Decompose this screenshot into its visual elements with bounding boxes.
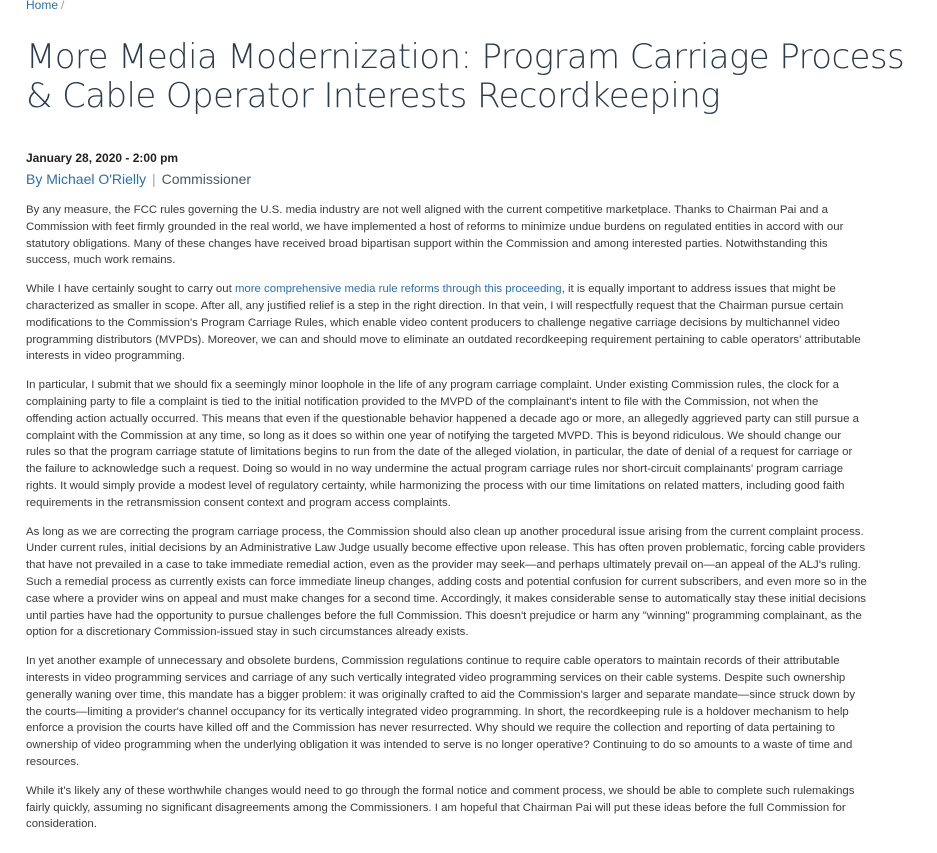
paragraph-4: As long as we are correcting the program carriage process, the Commission should also clean up another procedural issue arising from the current complaint process. Under current rules, initial decisions by an Administrative Law Judge usually become effective upon release. This has often proven problematic, forcing cable providers that have not prevailed in a case to take immediate remedial action, even as the provider may seek—and perhaps ultimately prevail on—an appeal of the ALJ's ruling. Such a remedial process as currently exists can force immediate lineup changes, adding costs and potential confusion for current subscribers, and even more so in the case where a provider wins on appeal and must make changes for a second time. Accordingly, it makes considerable sense to automatically stay these initial decisions until parties have had the opportunity to pursue challenges before the full Commission. This doesn't prejudice or harm any "winning" programming complainant, as the option for a discretionary Commission-issued stay in such circumstances already exists. <box>26 525 867 639</box>
paragraph-1: By any measure, the FCC rules governing the U.S. media industry are not well aligned with the current competitive marketplace. Thanks to Chairman Pai and a Commission with feet firmly grounded in the real world, we have implemented a host of reforms to minimize undue burdens on regulated entities in accord with our statutory obligations. Many of these changes have received broad bipartisan support within the Commission and among interested parties. Notwithstanding this success, much work remains. <box>26 204 844 267</box>
paragraph-2-lead: While I have certainly sought to carry out <box>26 283 235 296</box>
byline <box>26 171 251 187</box>
paragraph-2-rest: , it is equally important to address issues that might be characterized as smaller in scope. After all, any justified relief is a step in the right direction. In that vein, I will respectfully request that the Chairman pursue certain modifications to the Commission's Program Carriage Rules, which enable video content producers to challenge negative carriage decisions by multichannel video programming distributors (MVPDs). Moreover, we can and should move to eliminate an outdated recordkeeping requirement pertaining to cable operators' attributable interests in video programming. <box>26 283 861 363</box>
byline-separator: | <box>152 171 156 187</box>
paragraph-3: In particular, I submit that we should fix a seemingly minor loophole in the life of any program carriage complaint. Under existing Commission rules, the clock for a complaining party to file a complaint is tied to the initial notification provided to the MVPD of the complainant's intent to file with the Commission, not when the offending action actually occurred. This means that even if the questionable behavior happened a decade ago or more, an allegedly aggrieved party can still pursue a complaint with the Commission at any time, so long as it does so within one year of notifying the targeted MVPD. This is beyond ridiculous. We should change our rules so that the program carriage statute of limitations begins to run from the date of the alleged violation, in particular, the date of denial of a request for carriage or the failure to acknowledge such a request. Doing so would in no way undermine the actual program carriage rules nor short-circuit complainants' program carriage rights. It would simply provide a modest level of regulatory certainty, while harmonizing the process with our time limitations on related matters, including good faith requirements in the retransmission consent context and program access complaints. <box>26 379 859 509</box>
page-title: More Media Modernization: Program Carriage Process & Cable Operator Interests Recordkeeping <box>26 37 905 116</box>
author-role: Commissioner <box>161 171 252 187</box>
breadcrumb-home-link[interactable]: Home <box>26 0 59 12</box>
media-reforms-link[interactable]: more comprehensive media rule reforms through this proceeding <box>234 283 562 296</box>
byline-prefix: By <box>26 171 43 187</box>
paragraph-2 <box>26 281 868 365</box>
article-body <box>26 202 868 845</box>
breadcrumb <box>26 0 64 12</box>
post-date: January 28, 2020 - 2:00 pm <box>26 151 179 165</box>
author-link[interactable]: Michael O'Rielly <box>46 171 147 187</box>
breadcrumb-separator: / <box>61 0 65 12</box>
paragraph-5: In yet another example of unnecessary and obsolete burdens, Commission regulations continue to require cable operators to maintain records of their attributable interests in video programming services and carriage of any such vertically integrated video programming services on their cable systems. Despite such ownership generally waning over time, this mandate has a bigger problem: it was originally crafted to aid the Commission's larger and separate mandate—since struck down by the courts—limiting a provider's channel occupancy for its vertically integrated video programming. In short, the recordkeeping rule is a holdover mechanism to help enforce a provision the courts have killed off and the Commission has never resurrected. Why should we require the collection and reporting of data pertaining to ownership of video programming when the underlying obligation it was intended to serve is no longer operative? Continuing to do so amounts to a waste of time and resources. <box>26 655 856 768</box>
paragraph-6: While it's likely any of these worthwhile changes would need to go through the formal notice and comment process, we should be able to complete such rulemakings fairly quickly, assuming no significant disagreements among the Commissioners. I am hopeful that Chairman Pai will put these ideas before the full Commission for consideration. <box>26 784 855 831</box>
